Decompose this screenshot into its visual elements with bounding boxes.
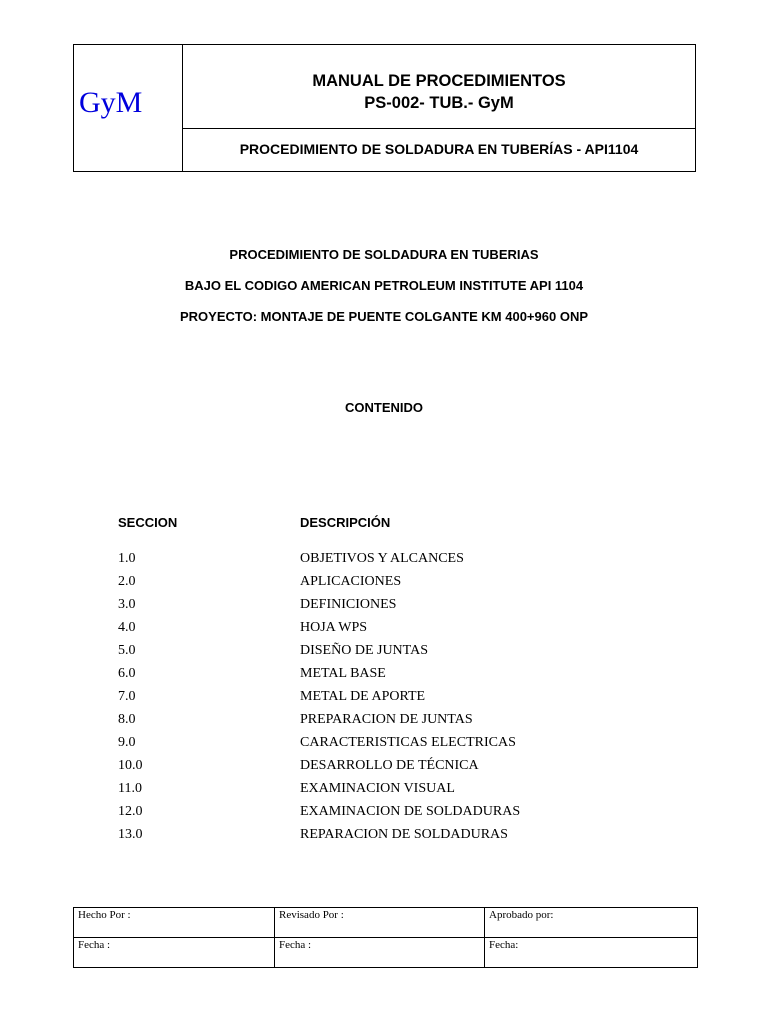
toc-section-description: OBJETIVOS Y ALCANCES — [300, 551, 464, 566]
made-date-cell: Fecha : — [74, 938, 275, 968]
toc-section-number: 8.0 — [118, 712, 136, 727]
approved-by-cell: Aprobado por: — [485, 908, 698, 938]
project-heading: PROYECTO: MONTAJE DE PUENTE COLGANTE KM 400+960 ONP — [179, 309, 588, 324]
toc-section-description: PREPARACION DE JUNTAS — [300, 712, 473, 727]
made-by-cell: Hecho Por : — [74, 908, 275, 938]
toc-row — [0, 664, 768, 687]
toc-section-number: 11.0 — [118, 781, 142, 796]
toc-section-description: HOJA WPS — [300, 620, 368, 635]
toc-row — [0, 825, 768, 848]
toc-row — [0, 641, 768, 664]
logo-cell — [74, 45, 183, 171]
description-column-header: DESCRIPCIÓN — [300, 515, 391, 530]
toc-section-description: EXAMINACION VISUAL — [300, 781, 455, 796]
toc-section-description: CARACTERISTICAS ELECTRICAS — [300, 735, 516, 750]
toc-section-description: DEFINICIONES — [300, 597, 397, 612]
toc-section-number: 7.0 — [118, 689, 136, 704]
toc-row — [0, 756, 768, 779]
procedure-title-cell — [183, 129, 695, 171]
toc-section-number: 6.0 — [118, 666, 136, 681]
toc-section-number: 10.0 — [118, 758, 143, 773]
document-heading-1: PROCEDIMIENTO DE SOLDADURA EN TUBERIAS — [229, 247, 539, 262]
toc-section-number: 2.0 — [118, 574, 136, 589]
toc-section-number: 4.0 — [118, 620, 136, 635]
toc-row — [0, 687, 768, 710]
document-heading-2: BAJO EL CODIGO AMERICAN PETROLEUM INSTITUTE API 1104 — [184, 278, 584, 293]
approved-date-cell: Fecha: — [485, 938, 698, 968]
toc-section-number: 3.0 — [118, 597, 136, 612]
toc-row — [0, 802, 768, 825]
toc-section-description: METAL DE APORTE — [300, 689, 426, 704]
manual-title-cell — [183, 45, 695, 129]
toc-section-number: 5.0 — [118, 643, 136, 658]
toc-row — [0, 779, 768, 802]
company-logo: GyM — [79, 86, 143, 119]
manual-code: PS-002- TUB.- GyM — [364, 94, 514, 112]
table-of-contents — [0, 549, 768, 848]
toc-section-description: EXAMINACION DE SOLDADURAS — [300, 804, 521, 819]
toc-section-number: 13.0 — [118, 827, 143, 842]
toc-section-number: 1.0 — [118, 551, 136, 566]
contents-title: CONTENIDO — [345, 400, 423, 415]
toc-row — [0, 572, 768, 595]
toc-section-description: DESARROLLO DE TÉCNICA — [300, 758, 479, 773]
toc-section-number: 9.0 — [118, 735, 136, 750]
section-column-header: SECCION — [118, 515, 178, 530]
procedure-title: PROCEDIMIENTO DE SOLDADURA EN TUBERÍAS - API1104 — [239, 141, 639, 157]
toc-section-number: 12.0 — [118, 804, 143, 819]
manual-title: MANUAL DE PROCEDIMIENTOS — [312, 72, 566, 90]
toc-row — [0, 595, 768, 618]
reviewed-date-cell: Fecha : — [275, 938, 485, 968]
toc-section-description: METAL BASE — [300, 666, 386, 681]
toc-section-description: DISEÑO DE JUNTAS — [300, 643, 428, 658]
toc-row — [0, 710, 768, 733]
toc-row — [0, 618, 768, 641]
toc-row — [0, 549, 768, 572]
reviewed-by-cell: Revisado Por : — [275, 908, 485, 938]
signoff-table — [73, 907, 698, 968]
toc-row — [0, 733, 768, 756]
document-header — [73, 44, 696, 172]
toc-section-description: APLICACIONES — [300, 574, 402, 589]
toc-section-description: REPARACION DE SOLDADURAS — [300, 827, 508, 842]
